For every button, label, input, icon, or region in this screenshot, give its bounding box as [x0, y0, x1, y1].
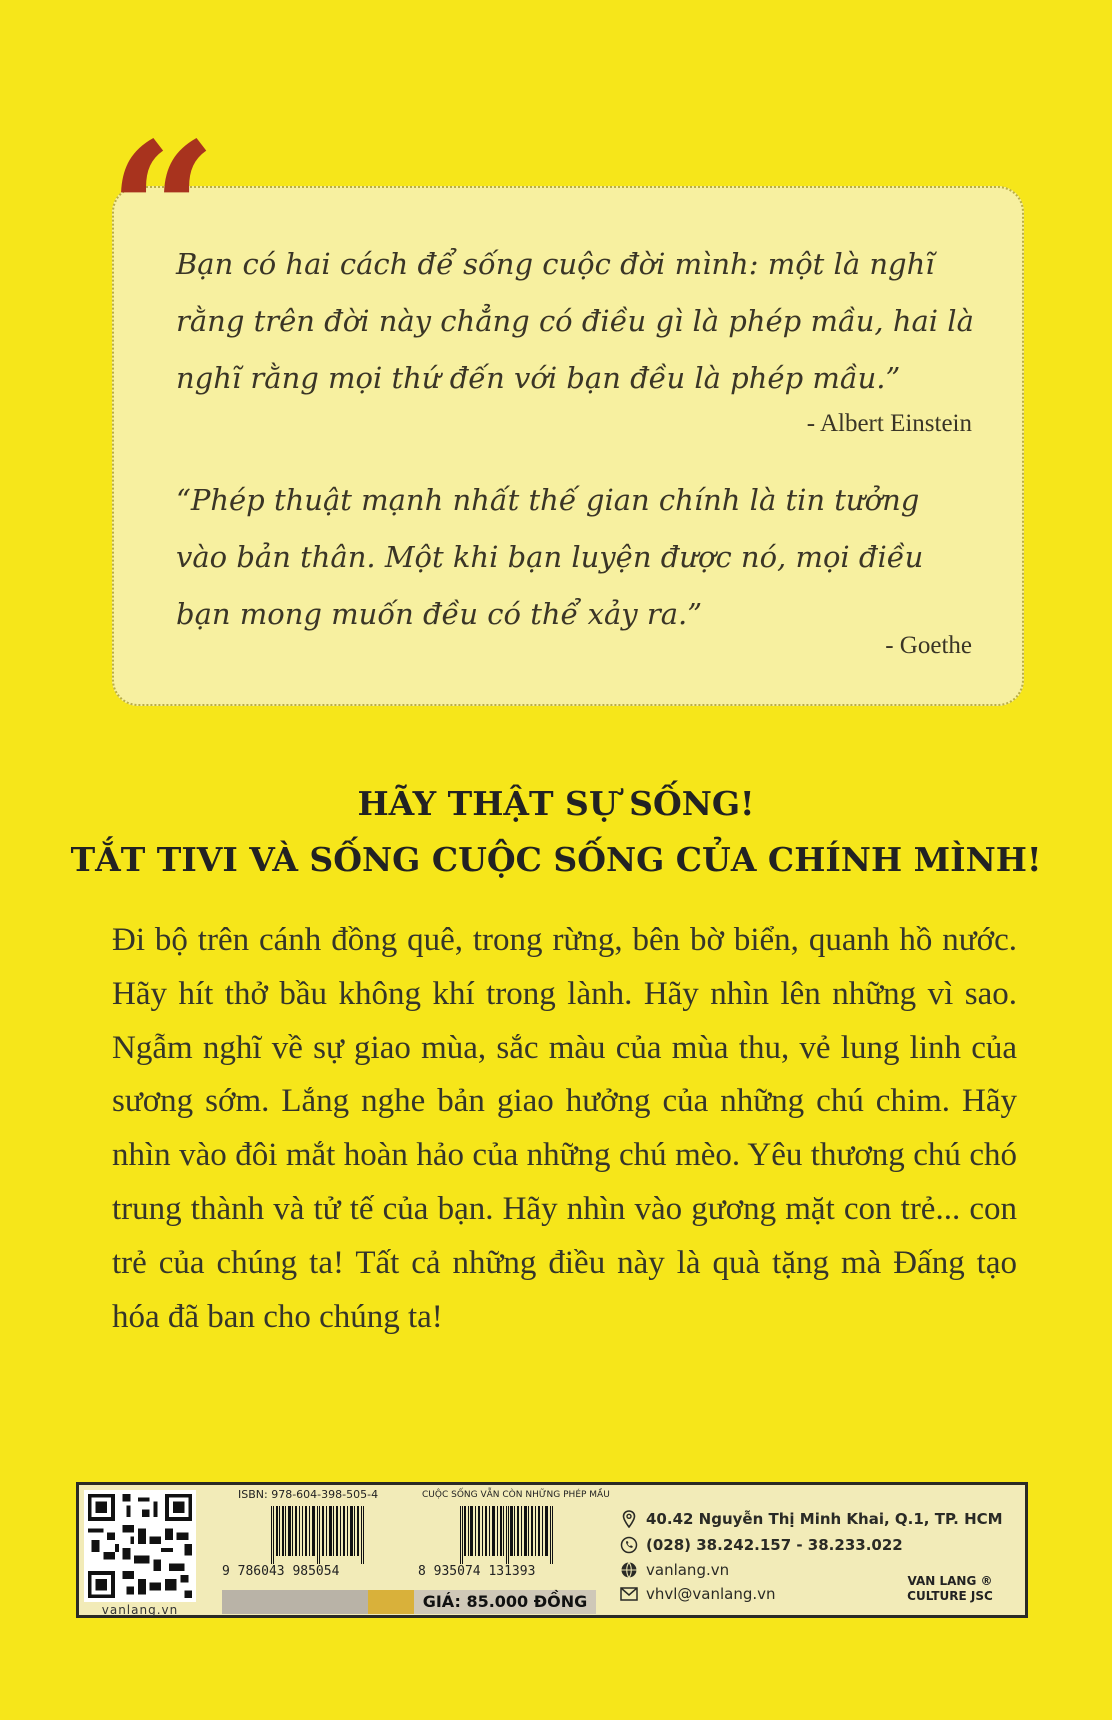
product-barcode-icon	[418, 1506, 596, 1564]
author-einstein: - Albert Einstein	[806, 410, 972, 437]
quote-goethe: “Phép thuật mạnh nhất thế gian chính là tin tưởng vào bản thân. Một khi bạn luyện được nó, mọi điều bạn mong muốn đều có thể xảy ra.”	[176, 483, 924, 631]
isbn-barcode-number: 9 786043 985054	[222, 1564, 340, 1579]
publisher-line1: VAN LANG ®	[907, 1574, 993, 1588]
author-goethe: - Goethe	[885, 632, 972, 659]
price-label: GIÁ: 85.000 ĐỒNG	[414, 1590, 596, 1614]
website-text: vanlang.vn	[646, 1561, 730, 1579]
qr-caption: vanlang.vn	[101, 1603, 179, 1617]
address-text: 40.42 Nguyễn Thị Minh Khai, Q.1, TP. HCM	[646, 1510, 1003, 1528]
opening-quote-mark-icon: “	[108, 101, 218, 324]
publisher-line2: CULTURE JSC	[907, 1589, 993, 1603]
quote-einstein: Bạn có hai cách để sống cuộc đời mình: một là nghĩ rằng trên đời này chẳng có điều gì là phép mầu, hai là nghĩ rằng mọi thứ đến với bạn đều là phép mầu.”	[176, 247, 974, 395]
headline-line2: TẮT TIVI VÀ SỐNG CUỘC SỐNG CỦA CHÍNH MÌNH!	[70, 840, 1042, 879]
contact-website	[620, 1561, 729, 1579]
isbn-barcode-icon	[224, 1506, 412, 1564]
contact-phone	[620, 1536, 903, 1554]
location-pin-icon	[620, 1510, 638, 1528]
globe-icon	[620, 1561, 638, 1579]
contact-address	[620, 1510, 1003, 1528]
isbn-label: ISBN: 978-604-398-505-4	[238, 1488, 379, 1501]
body-paragraph: Đi bộ trên cánh đồng quê, trong rừng, bên bờ biển, quanh hồ nước. Hãy hít thở bầu không khí trong lành. Hãy nhìn lên những vì sao. Ngẫm nghĩ về sự giao mùa, sắc màu của mùa thu, vẻ lung linh của sương sớm. Lắng nghe bản giao hưởng của những chú chim. Hãy nhìn vào đôi mắt hoàn hảo của những chú mèo. Yêu thương chú chó trung thành và tử tế của bạn. Hãy nhìn vào gương mặt con trẻ... con trẻ của chúng ta! Tất cả những điều này là quà tặng mà Đấng tạo hóa đã ban cho chúng ta!	[112, 922, 1017, 1335]
contact-email	[620, 1585, 776, 1603]
gold-bar	[368, 1590, 414, 1614]
phone-text: (028) 38.242.157 - 38.233.022	[646, 1536, 903, 1554]
phone-icon	[620, 1536, 638, 1554]
product-barcode-number: 8 935074 131393	[418, 1564, 536, 1579]
book-title-small: CUỘC SỐNG VẪN CÒN NHỮNG PHÉP MẦU	[422, 1490, 610, 1500]
email-text: vhvl@vanlang.vn	[646, 1585, 776, 1603]
mail-icon	[620, 1585, 638, 1603]
headline-line1: HÃY THẬT SỰ SỐNG!	[357, 784, 755, 823]
publisher-logo	[900, 1574, 1000, 1604]
qr-code-icon	[84, 1490, 196, 1602]
